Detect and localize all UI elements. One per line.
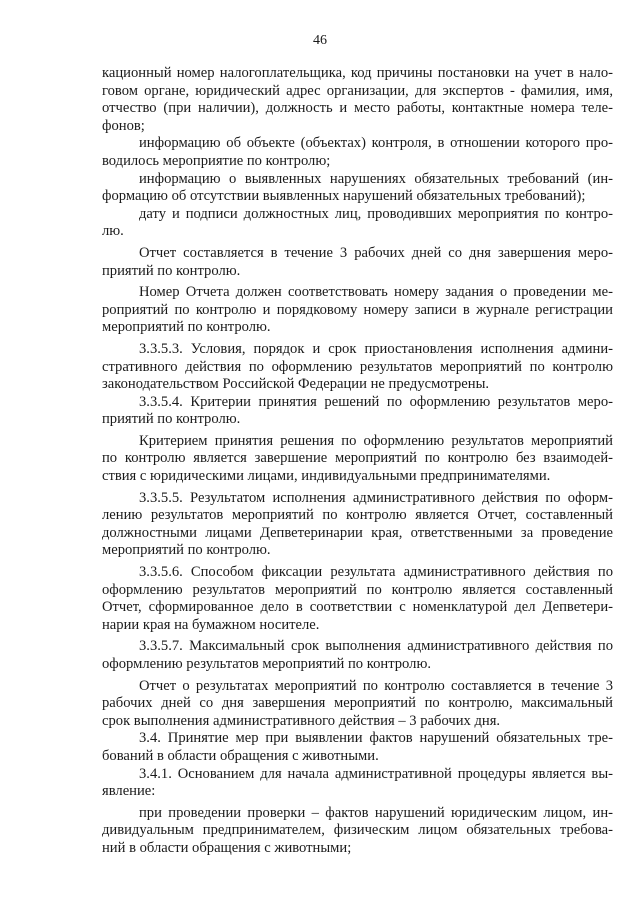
document-body <box>102 65 613 858</box>
text-line: говом органе, юридический адрес организации, для экспертов - фамилия, имя, <box>102 82 613 99</box>
text-line: ствия с юридическими лицами, индивидуальными предпринимателями. <box>102 468 551 485</box>
text-line: рабочих дней со дня завершения мероприятий по контролю, максимальный <box>102 695 613 712</box>
text-line: 3.3.5.3. Условия, порядок и срок приостановления исполнения админи- <box>139 340 613 357</box>
text-line: приятий по контролю. <box>102 262 241 279</box>
text-line: фонов; <box>102 117 145 134</box>
page-number: 46 <box>313 33 327 48</box>
text-line: 3.3.5.5. Результатом исполнения административного действия по оформ- <box>139 489 613 506</box>
text-line: информацию о выявленных нарушениях обязательных требований (ин- <box>139 170 613 187</box>
text-line: 3.4.1. Основанием для начала административной процедуры является вы- <box>139 765 613 782</box>
text-line: кационный номер налогоплательщика, код причины постановки на учет в нало- <box>102 65 613 81</box>
text-line: лению результатов мероприятий по контролю является Отчет, составленный <box>102 507 613 524</box>
text-line: по контролю является завершение мероприятий по контролю без взаимодей- <box>102 450 613 467</box>
text-line: 3.3.5.7. Максимальный срок выполнения административного действия по <box>139 638 613 655</box>
text-line: стративного действия по оформлению результатов мероприятий по контролю <box>102 358 613 375</box>
text-line: нарии края на бумажном носителе. <box>102 616 320 633</box>
text-line: оформлению результатов мероприятий по контролю. <box>102 656 431 672</box>
text-line: отчество (при наличии), должность и место работы, контактные номера теле- <box>102 100 613 117</box>
text-line: Критерием принятия решения по оформлению результатов мероприятий <box>139 432 613 449</box>
text-line: срок выполнения административного действия – 3 рабочих дня. <box>102 712 501 729</box>
text-line: формацию об отсутствии выявленных нарушений обязательных требований); <box>102 188 586 205</box>
text-line: приятий по контролю. <box>102 411 241 428</box>
text-line: ний в области обращения с животными; <box>102 839 352 856</box>
text-line: 3.3.5.6. Способом фиксации результата административного действия по <box>139 564 613 581</box>
text-line: явление: <box>102 783 156 800</box>
text-line: Отчет о результатах мероприятий по контролю составляется в течение 3 <box>139 677 613 694</box>
text-line: 3.4. Принятие мер при выявлении фактов нарушений обязательных тре- <box>139 730 613 747</box>
text-line: оформлению результатов мероприятий по контролю является составленный <box>102 581 613 598</box>
text-line: должностными лицами Депветеринарии края, ответственными за проведение <box>102 524 613 541</box>
text-line: роприятий по контролю и порядковому номеру записи в журнале регистрации <box>102 301 613 318</box>
text-line: при проведении проверки – фактов нарушений юридическим лицом, ин- <box>139 804 613 821</box>
text-line: информацию об объекте (объектах) контроля, в отношении которого про- <box>139 135 613 152</box>
text-line: бований в области обращения с животными. <box>102 747 379 764</box>
text-line: дату и подписи должностных лиц, проводивших мероприятия по контро- <box>139 205 613 222</box>
text-line: Отчет, сформированное дело в соответствии с номенклатурой дел Депветери- <box>102 599 613 616</box>
text-line: мероприятий по контролю. <box>102 319 271 336</box>
text-line: мероприятий по контролю. <box>102 542 271 559</box>
text-line: Отчет составляется в течение 3 рабочих дней со дня завершения меро- <box>139 244 613 261</box>
text-line: законодательством Российской Федерации не предусмотрены. <box>102 376 490 393</box>
text-line: 3.3.5.4. Критерии принятия решений по оформлению результатов меро- <box>139 393 613 410</box>
text-line: лю. <box>102 223 124 240</box>
text-line: дивидуальным предпринимателем, физическим лицом обязательных требова- <box>102 822 613 839</box>
text-line: Номер Отчета должен соответствовать номеру задания о проведении ме- <box>139 284 613 301</box>
text-line: водилось мероприятие по контролю; <box>102 152 331 169</box>
